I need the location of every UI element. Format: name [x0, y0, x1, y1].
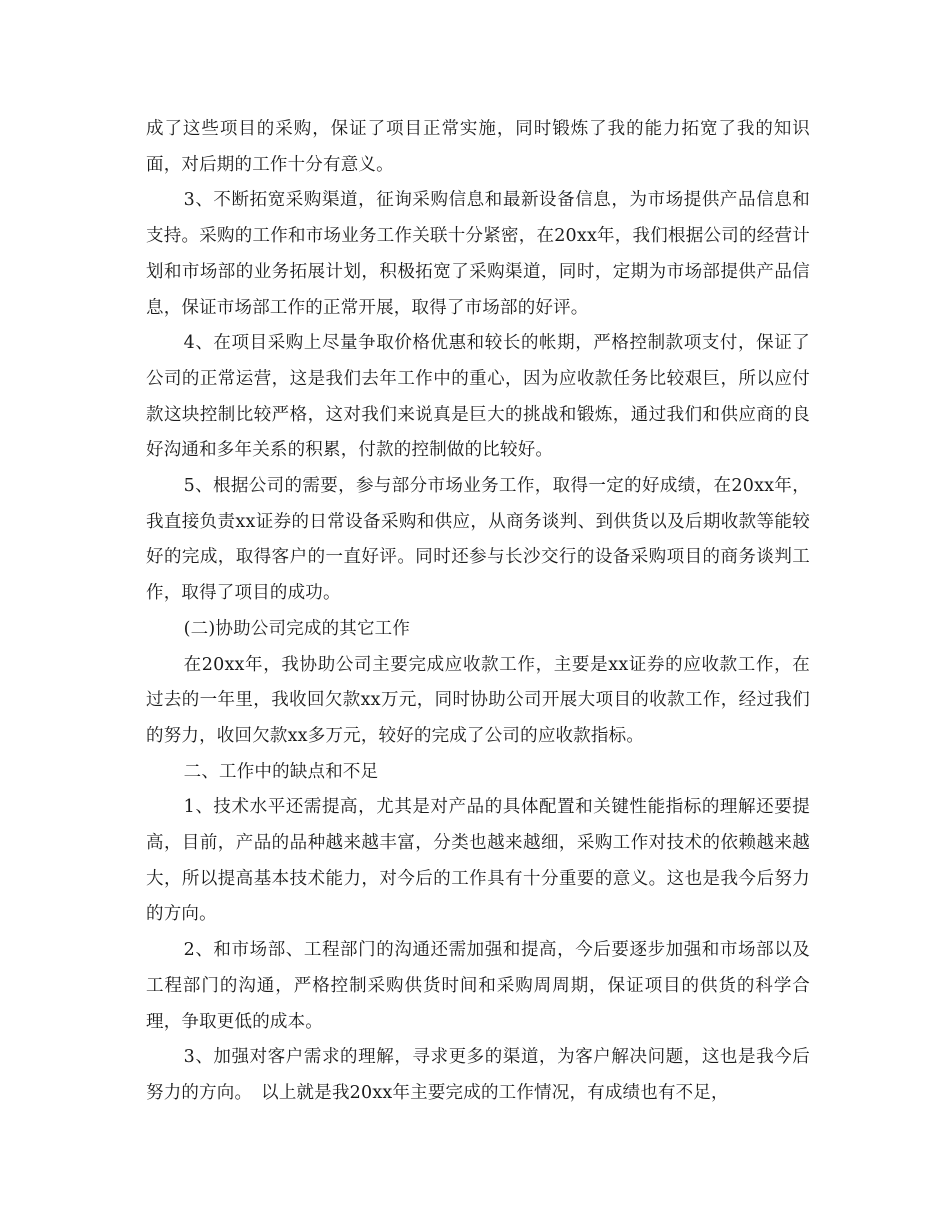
paragraph-item-4: 4、在项目采购上尽量争取价格优惠和较长的帐期，严格控制款项支付，保证了公司的正常运营，这是我们去年工作中的重心，因为应收款任务比较艰巨，所以应付款这块控制比较严格，这对我们来说真是巨大的挑战和锻炼，通过我们和供应商的良好沟通和多年关系的积累，付款的控制做的比较好。: [146, 333, 810, 461]
paragraph-shortcoming-2: 2、和市场部、工程部门的沟通还需加强和提高，今后要逐步加强和市场部以及工程部门的沟通，严格控制采购供货时间和采购周周期，保证项目的供货的科学合理，争取更低的成本。: [146, 940, 810, 1032]
paragraph-shortcoming-1: 1、技术水平还需提高，尤其是对产品的具体配置和关键性能指标的理解还要提高，目前，产品的品种越来越丰富，分类也越来越细，采购工作对技术的依赖越来越大，所以提高基本技术能力，对今后的工作具有十分重要的意义。这也是我今后努力的方向。: [146, 797, 810, 925]
paragraph-receivables: 在20xx年，我协助公司主要完成应收款工作，主要是xx证券的应收款工作，在过去的一年里，我收回欠款xx万元，同时协助公司开展大项目的收款工作，经过我们的努力，收回欠款xx多万元，较好的完成了公司的应收款指标。: [146, 654, 810, 746]
paragraph-item-5: 5、根据公司的需要，参与部分市场业务工作，取得一定的好成绩，在20xx年，我直接负责xx证券的日常设备采购和供应，从商务谈判、到供货以及后期收款等能较好的完成，取得客户的一直好评。同时还参与长沙交行的设备采购项目的商务谈判工作，取得了项目的成功。: [146, 476, 810, 604]
section-heading-shortcomings: 二、工作中的缺点和不足: [183, 761, 379, 782]
paragraph-item-3: 3、不断拓宽采购渠道，征询采购信息和最新设备信息，为市场提供产品信息和支持。采购的工作和市场业务工作关联十分紧密，在20xx年，我们根据公司的经营计划和市场部的业务拓展计划，积极拓宽了采购渠道，同时，定期为市场部提供产品信息，保证市场部工作的正常开展，取得了市场部的好评。: [146, 190, 810, 318]
document-body: [146, 112, 810, 1112]
paragraph-shortcoming-3: 3、加强对客户需求的理解，寻求更多的渠道，为客户解决问题，这也是我今后努力的方向。 以上就是我20xx年主要完成的工作情况，有成绩也有不足，: [146, 1047, 810, 1103]
paragraph-continuation: 成了这些项目的采购，保证了项目正常实施，同时锻炼了我的能力拓宽了我的知识面，对后期的工作十分有意义。: [146, 119, 810, 175]
section-heading-other-work: (二)协助公司完成的其它工作: [183, 618, 411, 639]
